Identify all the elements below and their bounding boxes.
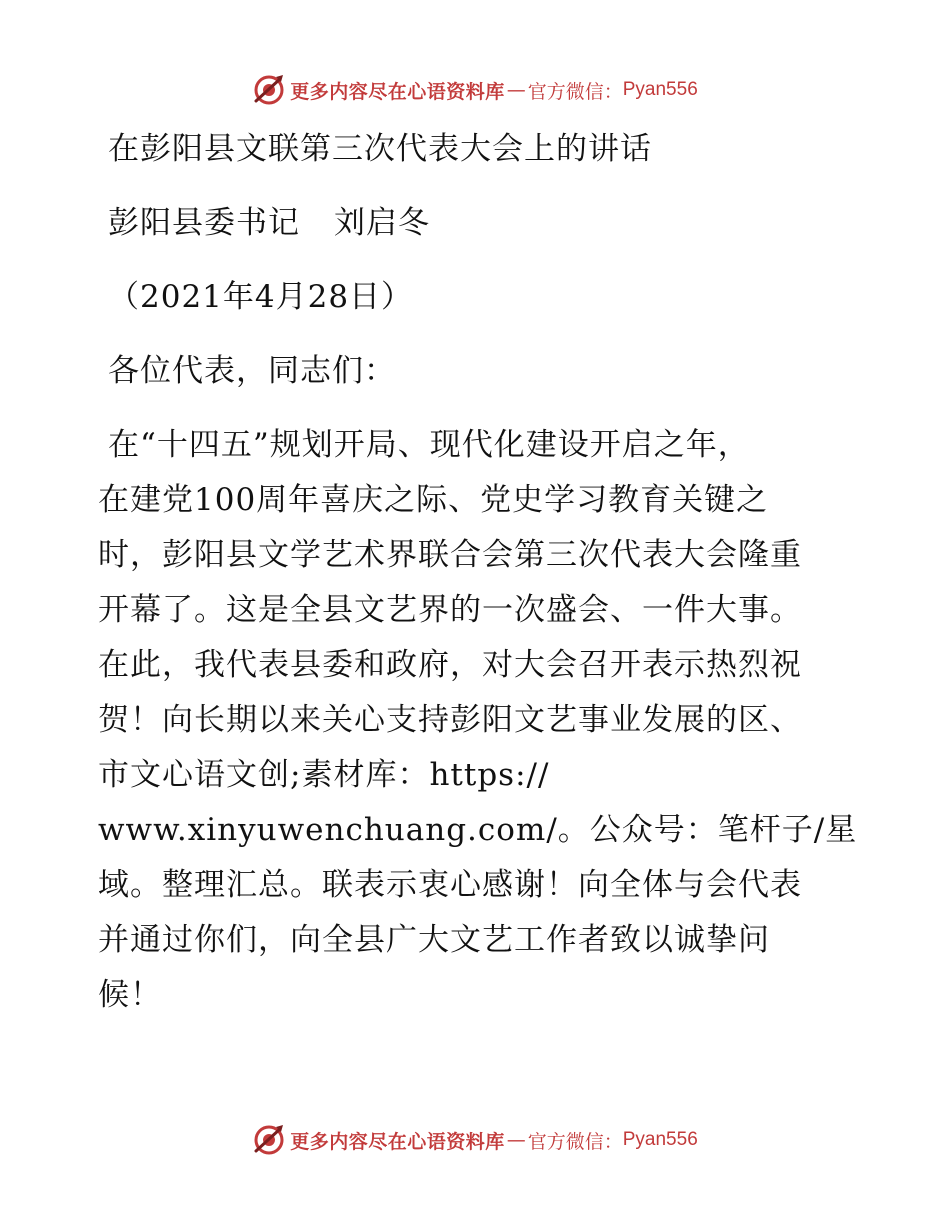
paragraph-line: 在“十四五”规划开局、现代化建设开启之年， xyxy=(108,427,750,463)
paragraph-line: 候！ xyxy=(98,977,162,1013)
paragraph-line: 并通过你们，向全县广大文艺工作者致以诚挚问 xyxy=(98,922,770,958)
header-banner xyxy=(0,70,950,110)
banner-wechat-label: 官方微信： xyxy=(527,80,623,103)
banner-separator: — xyxy=(506,1129,526,1151)
paragraph-line: 域。整理汇总。联表示衷心感谢！向全体与会代表 xyxy=(98,867,802,903)
document-author xyxy=(98,196,858,251)
paragraph-line: 市文心语文创;素材库：https:// xyxy=(98,757,550,793)
document-body xyxy=(98,122,858,1023)
paragraph-line: 在此，我代表县委和政府，对大会召开表示热烈祝 xyxy=(98,647,802,683)
author-name: 刘启冬 xyxy=(334,205,430,241)
banner-wechat-id: Pyan556 xyxy=(622,79,698,100)
banner-main-text: 更多内容尽在心语资料库 xyxy=(290,80,505,103)
paragraph-line: 开幕了。这是全县文艺界的一次盛会、一件大事。 xyxy=(98,592,802,628)
brush-circle-logo-icon xyxy=(252,1123,286,1157)
paragraph-line: www.xinyuwenchuang.com/。公众号：笔杆子/星 xyxy=(98,812,858,848)
paragraph-line: 时，彭阳县文学艺术界联合会第三次代表大会隆重 xyxy=(98,537,802,573)
brush-circle-logo-icon xyxy=(252,73,286,107)
document-greeting: 各位代表，同志们： xyxy=(108,353,396,389)
author-role: 彭阳县委书记 xyxy=(108,205,300,241)
paragraph-line: 贺！向长期以来关心支持彭阳文艺事业发展的区、 xyxy=(98,702,802,738)
document-title: 在彭阳县文联第三次代表大会上的讲话 xyxy=(108,131,652,167)
paragraph-line: 在建党100周年喜庆之际、党史学习教育关键之 xyxy=(98,482,769,518)
document-date: （2021年4月28日） xyxy=(108,279,414,315)
banner-main-text: 更多内容尽在心语资料库 xyxy=(290,1130,505,1153)
footer-banner xyxy=(0,1120,950,1160)
banner-separator: — xyxy=(506,79,526,101)
banner-wechat-id: Pyan556 xyxy=(622,1129,698,1150)
banner-wechat-label: 官方微信： xyxy=(527,1130,623,1153)
